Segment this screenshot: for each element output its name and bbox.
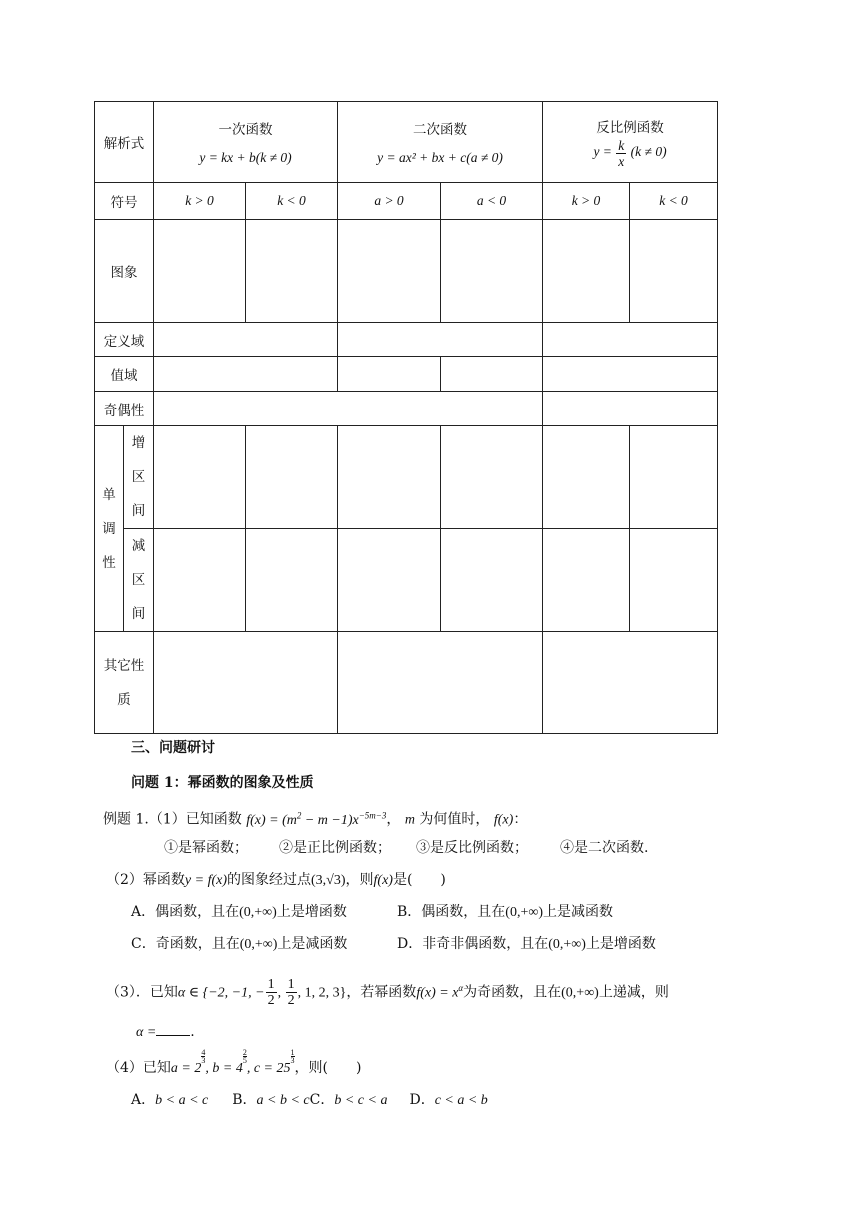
p4-prefix: （4）已知 — [106, 1060, 171, 1076]
example-1-part-2 — [106, 870, 446, 891]
p1-exponent: −5m−3 — [358, 810, 387, 820]
p4-a-label: A． — [131, 1092, 156, 1108]
sign-a-neg: a < 0 — [441, 183, 543, 220]
p1-fx: f(x) — [493, 812, 514, 828]
p4-a-den: 3 — [201, 1056, 206, 1065]
p4-c-math: b < c < a — [334, 1093, 388, 1108]
other-line: 质 — [117, 691, 131, 708]
cell — [543, 632, 718, 734]
cell — [246, 529, 338, 632]
p2-prefix: （2）幂函数 — [106, 872, 185, 888]
row-label-increasing — [124, 426, 154, 529]
p4-a-math: b < a < c — [155, 1093, 209, 1108]
p2-b-text: B．偶函数，且在 — [397, 904, 506, 920]
p4-then: ，则( ) — [294, 1060, 362, 1076]
p3-set: α ∈ {−2, −1, − — [177, 985, 265, 1001]
sign-k-neg: k < 0 — [246, 183, 338, 220]
row-label-graph: 图象 — [95, 220, 154, 323]
inverse-condition: (k ≠ 0) — [630, 144, 667, 160]
half-num: 1 — [267, 977, 275, 992]
inverse-formula — [593, 137, 667, 169]
p2-mid: 的图象经过点 — [227, 872, 312, 888]
p3-prefix: （3）．已知 — [106, 984, 178, 1001]
cell — [338, 632, 543, 734]
p2-fx: f(x) — [373, 873, 393, 888]
cell — [246, 426, 338, 529]
p1-func-a: f(x) = (m — [246, 812, 297, 828]
inverse-denominator: x — [618, 153, 625, 169]
p2-d-tail: 上是增函数 — [585, 936, 656, 952]
mono-char: 调 — [102, 520, 116, 537]
p2-is: 是( ) — [392, 872, 446, 888]
cell — [154, 220, 246, 323]
problem-1-title: 问题 1：幂函数的图象及性质 — [131, 775, 314, 791]
example-1-part-4 — [106, 1048, 362, 1079]
row-label-sign: 符号 — [95, 183, 154, 220]
cell — [154, 357, 338, 392]
cell — [543, 357, 718, 392]
sign-a-pos: a > 0 — [338, 183, 441, 220]
cell — [441, 426, 543, 529]
cell — [441, 357, 543, 392]
p1-function: $f(x) = (m^2 - m -1)x^{-5m-3}$ — [246, 810, 387, 828]
interval: (0,+∞) — [239, 905, 277, 920]
section-title: 三、问题研讨 — [131, 740, 215, 756]
mono-char: 单 — [102, 486, 116, 503]
interval: (0,+∞) — [561, 985, 599, 1001]
p1-ask: 为何值时， — [414, 811, 490, 828]
cell — [543, 426, 630, 529]
inc-char: 增 — [131, 435, 146, 451]
p1-comma: ， — [386, 811, 401, 828]
dec-char: 间 — [131, 606, 146, 622]
p1-option-1: ①是幂函数； — [164, 840, 248, 856]
p4-b-math: a < b < c — [256, 1093, 310, 1108]
example-1-part-3: （3）．已知α ∈ {−2, −1, − $\frac{1}{2}$ , $\frac{1}{2}$ , 1, 2, 3}，若幂函数$f(x) = x^\alpha$为奇函数，且在(0,+∞)上递减，则 — [106, 977, 669, 1008]
p1-colon: ： — [513, 811, 528, 828]
p2-func: y = f(x) — [184, 873, 228, 888]
p2-c-tail: 上是减函数 — [277, 936, 348, 952]
inc-char: 间 — [131, 503, 146, 519]
inverse-numerator: k — [618, 137, 625, 153]
cell — [630, 220, 718, 323]
cell — [338, 220, 441, 323]
inverse-header — [543, 102, 718, 183]
p4-choices — [131, 1090, 488, 1111]
p2-point: (3,√3) — [311, 873, 346, 888]
p1-option-3: ③是反比例函数； — [416, 840, 528, 856]
row-label-parity: 奇偶性 — [95, 392, 154, 426]
p2-choice-d — [397, 934, 656, 955]
cell — [338, 426, 441, 529]
row-label-other — [95, 632, 154, 734]
p4-c-num: 1 — [290, 1048, 295, 1057]
quadratic-formula: y = ax² + bx + c(a ≠ 0) — [377, 150, 503, 165]
p3-mid: ，若幂函数 — [346, 984, 417, 1001]
example-label: 例题 1. — [103, 811, 149, 828]
p1-option-4: ④是二次函数. — [560, 840, 649, 856]
p3-answer-line — [136, 1021, 195, 1043]
p1-prefix: （1）已知函数 — [148, 811, 242, 828]
sign-inv-k-pos: k > 0 — [543, 183, 630, 220]
half-den: 2 — [287, 993, 295, 1008]
p4-a-num: 4 — [201, 1048, 206, 1057]
linear-formula: y = kx + b(k ≠ 0) — [199, 150, 292, 165]
row-label-domain: 定义域 — [95, 323, 154, 357]
dec-char: 区 — [131, 572, 146, 588]
quadratic-header — [338, 102, 543, 183]
cell — [441, 529, 543, 632]
p2-a-tail: 上是增函数 — [276, 904, 347, 920]
other-line: 其它性 — [103, 657, 145, 674]
cell — [338, 529, 441, 632]
p3-func: f(x) = x — [416, 985, 459, 1001]
p4-c-den: 3 — [290, 1056, 295, 1065]
cell — [543, 529, 630, 632]
p1-m: m — [404, 812, 415, 828]
cell — [630, 426, 718, 529]
dec-char: 减 — [131, 538, 146, 554]
interval: (0,+∞) — [548, 937, 586, 952]
linear-header — [154, 102, 338, 183]
p1-option-2: ②是正比例函数； — [279, 840, 391, 856]
cell — [154, 529, 246, 632]
interval: (0,+∞) — [505, 905, 543, 920]
p3-dec: 上递减，则 — [598, 984, 669, 1001]
linear-name: 一次函数 — [218, 122, 273, 138]
sign-inv-k-neg: k < 0 — [630, 183, 718, 220]
quadratic-name: 二次函数 — [413, 122, 467, 138]
p2-c-text: C．奇函数，且在 — [131, 936, 240, 952]
mono-char: 性 — [102, 554, 116, 571]
inverse-y: y = — [593, 144, 612, 160]
p3-alpha-eq: α = — [136, 1025, 157, 1040]
inverse-name: 反比例函数 — [596, 119, 664, 136]
sign-k-pos: k > 0 — [154, 183, 246, 220]
cell — [154, 323, 338, 357]
p4-d-label: D． — [409, 1092, 435, 1108]
p4-a: a = 2 — [170, 1061, 202, 1076]
p4-b-label: B． — [232, 1092, 257, 1108]
cell — [338, 357, 441, 392]
p4-d-math: c < a < b — [434, 1093, 488, 1108]
example-1-part-1 — [103, 805, 527, 831]
half-num: 1 — [287, 977, 295, 992]
p2-then: ，则 — [345, 872, 374, 888]
cell — [543, 323, 718, 357]
p2-choice-b — [397, 902, 613, 923]
p2-choice-c — [131, 934, 347, 955]
p2-choice-a — [131, 902, 347, 923]
p3-exp: α — [458, 982, 464, 993]
cell — [543, 392, 718, 426]
half-den: 2 — [267, 993, 275, 1008]
row-label-monotonicity — [95, 426, 124, 632]
cell — [154, 632, 338, 734]
row-label-range: 值域 — [95, 357, 154, 392]
cell — [338, 323, 543, 357]
p2-b-tail: 上是减函数 — [543, 904, 613, 920]
inc-char: 区 — [131, 469, 146, 485]
p2-d-text: D．非奇非偶函数，且在 — [397, 936, 549, 952]
p4-c: , c = 25 — [246, 1061, 291, 1076]
cell — [441, 220, 543, 323]
cell — [154, 426, 246, 529]
answer-blank[interactable] — [156, 1021, 190, 1036]
interval: (0,+∞) — [239, 937, 278, 952]
p4-b: , b = 4 — [205, 1061, 243, 1076]
p3-odd: 为奇函数，且在 — [463, 984, 562, 1001]
cell — [543, 220, 630, 323]
p2-a-text: A．偶函数，且在 — [131, 904, 240, 920]
p1-func-b: − m −1)x — [301, 812, 359, 828]
row-label-decreasing — [124, 529, 154, 632]
p3-set-end: , 1, 2, 3} — [297, 985, 347, 1001]
p4-b-den: 5 — [242, 1056, 247, 1065]
cell — [630, 529, 718, 632]
cell — [154, 392, 543, 426]
function-properties-table — [94, 101, 718, 734]
p4-b-num: 2 — [242, 1048, 247, 1057]
row-label-analytic: 解析式 — [95, 102, 154, 183]
cell — [246, 220, 338, 323]
p3-end: . — [190, 1024, 195, 1040]
p4-c-label: C． — [309, 1092, 335, 1108]
